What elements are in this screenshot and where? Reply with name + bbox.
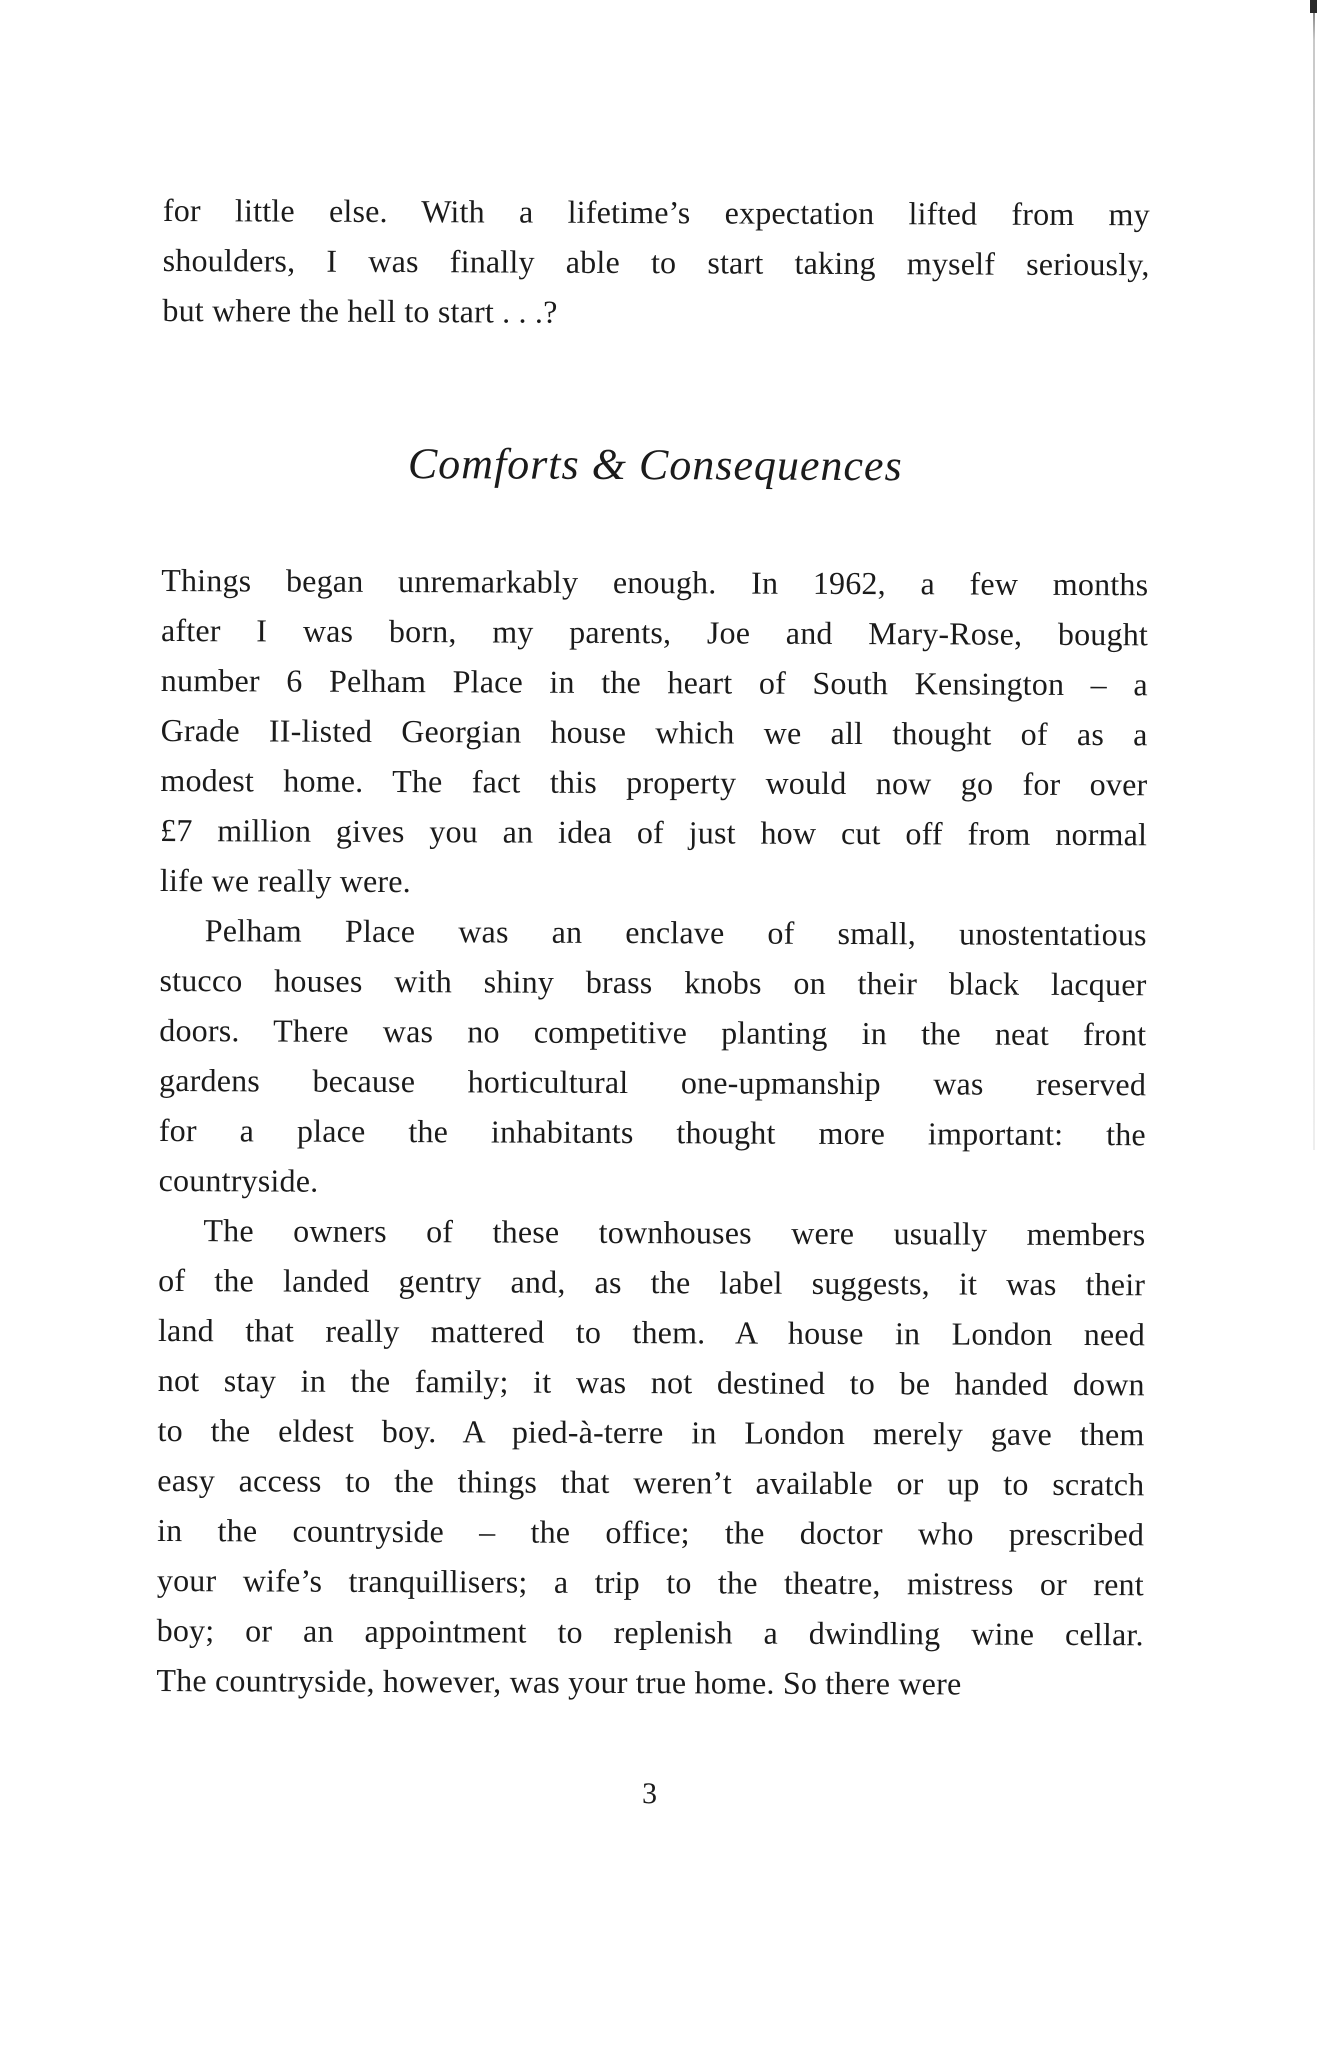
text-line: in the countryside – the office; the doctor who prescribed [157,1511,1145,1553]
paragraph [156,1205,1145,1709]
chapter-text [156,555,1148,1709]
text-line: shoulders, I was finally able to start taking myself seriously, [162,241,1150,283]
chapter-heading: Comforts & Consequences [407,439,903,491]
paragraph [159,905,1147,1209]
text-line: life we really were. [159,861,412,900]
text-line: gardens because horticultural one-upmanship was reserved [159,1061,1147,1103]
text-line: The countryside, however, was your true home. So there were [156,1661,962,1702]
text-line: after I was born, my parents, Joe and Mary-Rose, bought [160,611,1149,653]
text-column [156,185,1150,1821]
text-line: stucco houses with shiny brass knobs on their black lacquer [159,961,1147,1003]
text-line: £7 million gives you an idea of just how cut off from normal [160,811,1148,853]
text-line: number 6 Pelham Place in the heart of South Kensington – a [160,661,1148,703]
text-line: but where the hell to start . . .? [162,291,558,330]
scan-edge-artifact [1313,0,1315,1150]
text-line: of the landed gentry and, as the label suggests, it was their [158,1261,1146,1303]
paragraph [160,555,1149,909]
text-line: land that really mattered to them. A house in London need [157,1311,1146,1353]
text-line: boy; or an appointment to replenish a dwindling wine cellar. [156,1611,1144,1653]
text-line: to the eldest boy. A pied-à-terre in London merely gave them [157,1411,1145,1453]
text-line: Things began unremarkably enough. In 1962, a few months [161,561,1149,603]
text-line: modest home. The fact this property would now go for over [160,761,1148,803]
text-line: not stay in the family; it was not destined to be handed down [157,1361,1145,1403]
paragraph [162,185,1150,339]
text-line: The owners of these townhouses were usually members [203,1212,1146,1253]
text-line: your wife’s tranquillisers; a trip to the theatre, mistress or rent [156,1561,1144,1603]
text-line: easy access to the things that weren’t available or up to scratch [157,1461,1145,1503]
text-line: Grade II-listed Georgian house which we all thought of as a [160,711,1148,753]
text-line: for little else. With a lifetime’s expectation lifted from my [162,191,1150,233]
text-line: Pelham Place was an enclave of small, unostentatious [204,912,1147,953]
text-line: countryside. [158,1161,319,1199]
text-line: for a place the inhabitants thought more important: the [158,1111,1146,1153]
continuation-text [162,185,1150,339]
scan-corner-mark [1310,0,1317,13]
page-number: 3 [641,1777,658,1811]
text-line: doors. There was no competitive planting in the neat front [159,1011,1147,1053]
